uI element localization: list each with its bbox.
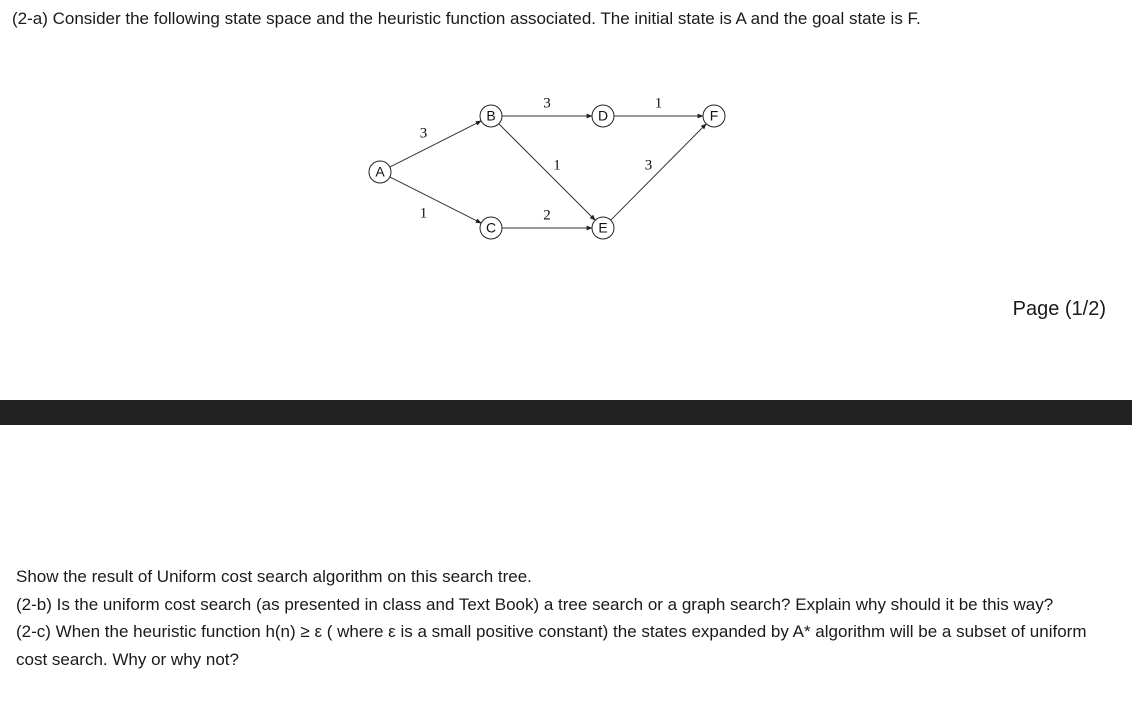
node-label: F <box>709 107 719 124</box>
node-label: C <box>485 219 497 236</box>
node-a <box>369 161 391 183</box>
edge-weight-a-c: 1 <box>419 205 428 222</box>
edge-weight-b-d: 3 <box>543 95 551 112</box>
node-label: E <box>598 219 608 236</box>
question-2b: (2-b) Is the uniform cost search (as presented in class and Text Book) a tree search or a graph search? Explain why should it be this way? <box>16 594 1054 614</box>
node-f <box>703 105 725 127</box>
question-2c: (2-c) When the heuristic function h(n) ≥ ε ( where ε is a small positive constant) the states expanded by A* algorithm will be a subset of uniform cost search. Why or why not? <box>16 622 1087 669</box>
page-indicator: Page (1/2) <box>1012 298 1106 320</box>
edge-weight-c-e: 2 <box>543 207 551 224</box>
edge-weight-a-b: 3 <box>419 125 428 142</box>
node-label: B <box>486 107 496 124</box>
edge-a-b <box>390 121 481 167</box>
edge-a-c <box>390 177 481 223</box>
edge-weight-e-f: 3 <box>644 157 653 174</box>
edge-b-e <box>499 124 595 220</box>
node-c <box>480 217 502 239</box>
edge-weight-b-e: 1 <box>553 157 561 174</box>
edge-e-f <box>611 124 707 220</box>
node-d <box>592 105 614 127</box>
question-ucs-result: Show the result of Uniform cost search algorithm on this search tree. <box>16 567 532 586</box>
edge-weight-d-f: 1 <box>654 95 663 112</box>
state-space-graph <box>0 0 1132 300</box>
question-block <box>16 563 1111 673</box>
node-label: D <box>597 107 609 124</box>
node-e <box>592 217 614 239</box>
problem-heading: (2-a) Consider the following state space and the heuristic function associated. The initial state is A and the goal state is F. <box>12 9 921 28</box>
node-label: A <box>375 163 385 180</box>
node-b <box>480 105 502 127</box>
page-divider <box>0 400 1132 425</box>
